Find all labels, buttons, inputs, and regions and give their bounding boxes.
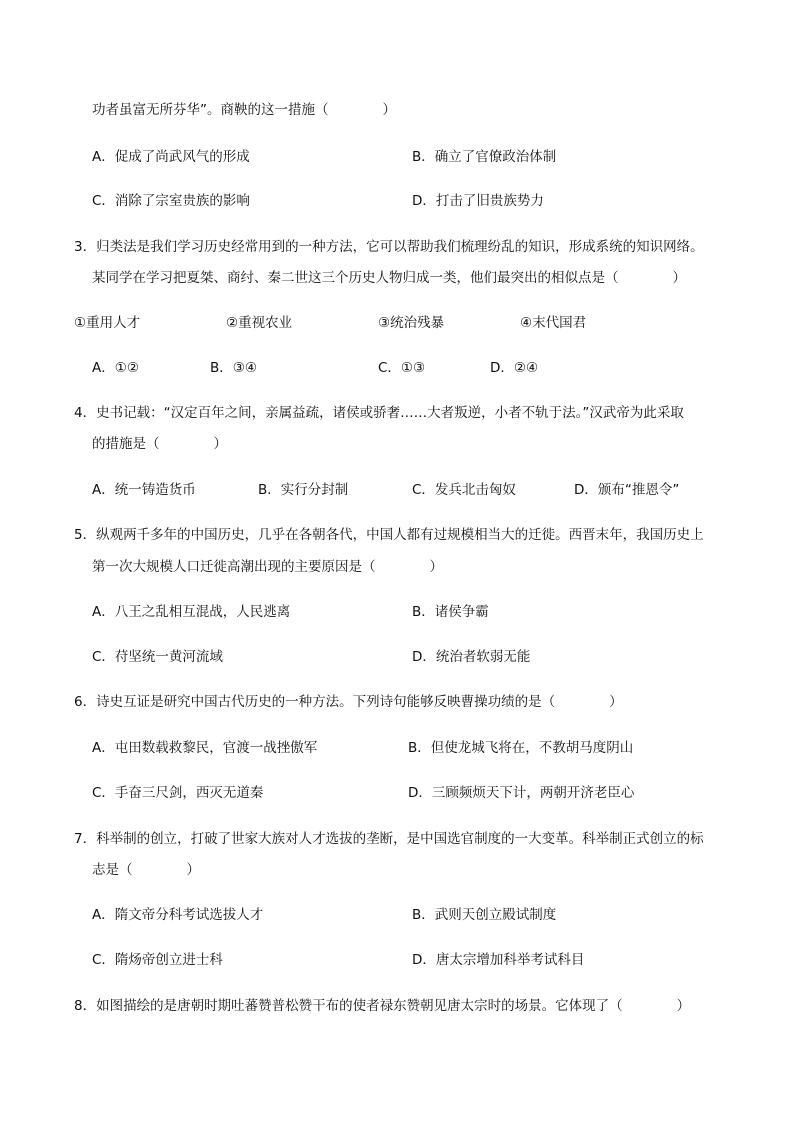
option-c: C．消除了宗室贵族的影响 [92, 193, 250, 209]
q7-option-c: C．隋炀帝创立进士科 [92, 952, 223, 968]
q6-option-b: B．但使龙城飞将在，不教胡马度阴山 [408, 740, 634, 756]
question-8-stem: 8．如图描绘的是唐朝时期吐蕃赞普松赞干布的使者禄东赞朝见唐太宗时的场景。它体现了（ ） [74, 998, 691, 1014]
question-3-stem: 3．归类法是我们学习历史经常用到的一种方法，它可以帮助我们梳理纷乱的知识，形成系统的知识网络。 [74, 239, 704, 255]
q3-option-d: D．②④ [490, 360, 539, 376]
option-a: A．促成了尚武风气的形成 [92, 149, 250, 165]
q4-option-a: A．统一铸造货币 [92, 482, 196, 498]
q6-option-c: C．手奋三尺剑，西灭无道秦 [92, 785, 264, 801]
question-3-stem-cont: 某同学在学习把夏桀、商纣、秦二世这三个历史人物归成一类，他们最突出的相似点是（ ） [92, 270, 686, 286]
q6-option-d: D．三顾频烦天下计，两朝开济老臣心 [408, 785, 635, 801]
q7-option-b: B．武则天创立殿试制度 [412, 907, 557, 923]
question-continuation: 功者虽富无所芬华”。商鞅的这一措施（ ） [92, 102, 396, 118]
q5-option-b: B．诸侯争霸 [412, 604, 489, 620]
q3-option-b: B．③④ [210, 360, 257, 376]
q3-option-c: C．①③ [378, 360, 426, 376]
question-7-stem-cont: 志是（ ） [92, 862, 200, 878]
q3-option-a: A．①② [92, 360, 139, 376]
option-b: B．确立了官僚政治体制 [412, 149, 557, 165]
question-5-stem-cont: 第一次大规模人口迁徙高潮出现的主要原因是（ ） [92, 559, 443, 575]
q5-option-a: A．八王之乱相互混战，人民逃离 [92, 604, 291, 620]
q7-option-a: A．隋文帝分科考试选拔人才 [92, 907, 264, 923]
question-4-stem: 4．史书记载：“汉定百年之间，亲属益疏，诸侯或骄奢……大者叛逆，小者不轨于法。”汉武帝为此采取 [74, 405, 684, 421]
q3-item-1: ①重用人才 [74, 315, 141, 331]
q3-item-4: ④末代国君 [520, 315, 587, 331]
q3-item-2: ②重视农业 [226, 315, 293, 331]
question-5-stem: 5．纵观两千多年的中国历史，几乎在各朝各代，中国人都有过规模相当大的迁徙。西晋末年，我国历史上 [74, 527, 704, 543]
question-4-stem-cont: 的措施是（ ） [92, 436, 227, 452]
q3-item-3: ③统治残暴 [378, 315, 445, 331]
q4-option-d: D．颁布“推恩令” [574, 482, 680, 498]
option-d: D．打击了旧贵族势力 [412, 193, 544, 209]
q5-option-c: C．苻坚统一黄河流域 [92, 649, 223, 665]
q7-option-d: D．唐太宗增加科举考试科目 [412, 952, 585, 968]
q4-option-c: C．发兵北击匈奴 [412, 482, 516, 498]
q4-option-b: B．实行分封制 [258, 482, 349, 498]
q5-option-d: D．统治者软弱无能 [412, 649, 531, 665]
question-7-stem: 7．科举制的创立，打破了世家大族对人才选拔的垄断，是中国选官制度的一大变革。科举制正式创立的标 [74, 831, 704, 847]
q6-option-a: A．屯田数载救黎民，官渡一战挫傲军 [92, 740, 318, 756]
question-6-stem: 6．诗史互证是研究中国古代历史的一种方法。下列诗句能够反映曹操功绩的是（ ） [74, 694, 623, 710]
